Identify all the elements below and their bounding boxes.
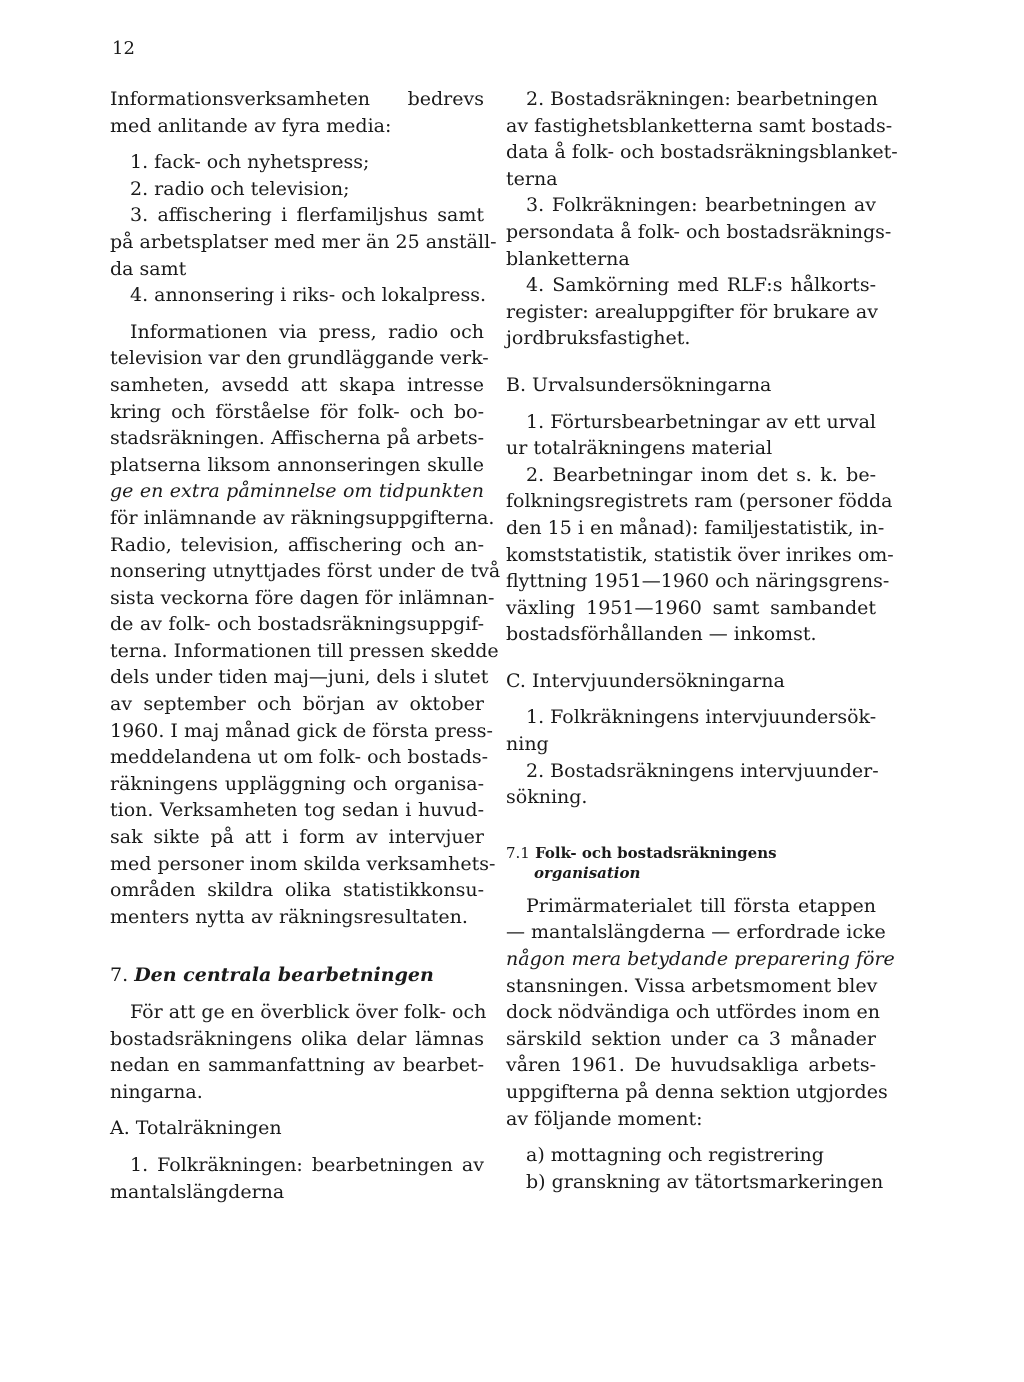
intro-line (110, 86, 484, 113)
b-item-1: 1. Förtursbearbetningar av ett urval (526, 410, 876, 433)
b-item-2-end: bostadsförhållanden — inkomst. (506, 623, 817, 646)
paragraph-organisation (506, 893, 895, 1132)
a-item-2: 2. Bostadsräkningen: bearbetningen (526, 88, 878, 110)
media-item-2: 2. radio och television; (130, 177, 350, 200)
b-item-2-cont: komststatistik, statistik över inrikes om- (506, 543, 894, 566)
subsection-number: 7.1 (506, 843, 530, 862)
section-number: 7. (110, 964, 129, 987)
paragraph-line: våren 1961. De huvudsakliga arbets- (506, 1054, 876, 1077)
paragraph-line: dock nödvändiga och utfördes inom en (506, 1001, 880, 1024)
paragraph-line: menters nytta av räkningsresultaten. (110, 905, 468, 928)
paragraph-line: ningarna. (110, 1080, 203, 1103)
subsection-title: Folk- och bostadsräkningens (535, 843, 777, 862)
paragraph-line: för inlämnande av räkningsuppgifterna. (110, 506, 495, 529)
c-item-2-end: sökning. (506, 786, 588, 809)
a-item-2-cont: data å folk- och bostadsräkningsblanket- (506, 141, 898, 164)
paragraph-line: För att ge en överblick över folk- och (130, 1001, 487, 1023)
paragraph-line: samheten, avsedd att skapa intresse (110, 373, 484, 396)
c-item-1: 1. Folkräkningens intervjuundersök- (526, 706, 877, 729)
media-item-4: 4. annonsering i riks- och lokalpress. (130, 284, 487, 307)
paragraph-line: tion. Verksamheten tog sedan i huvud- (110, 799, 484, 822)
a-item-1-cont: mantalslängderna (110, 1180, 285, 1203)
paragraph-line: räkningens uppläggning och organisa- (110, 772, 484, 795)
paragraph-line: sak sikte på att i form av intervjuer (110, 826, 484, 849)
paragraph-line: platserna liksom annonseringen skulle (110, 453, 484, 476)
intro-text-3: med anlitande av fyra media: (110, 114, 392, 137)
paragraph-line: nedan en sammanfattning av bearbet- (110, 1054, 484, 1077)
media-item-3: 3. affischering i flerfamiljshus samt (130, 204, 484, 227)
b-item-2-cont: folkningsregistrets ram (personer födda (506, 490, 893, 513)
media-item-3-end: da samt (110, 257, 187, 280)
paragraph-line: 1960. I maj månad gick de första press- (110, 719, 493, 742)
left-column (110, 86, 501, 1205)
paragraph-line: av följande moment: (506, 1107, 703, 1130)
media-item-3-cont: på arbetsplatser med mer än 25 anställ- (110, 230, 497, 253)
paragraph-line: bostadsräkningens olika delar lämnas (110, 1027, 484, 1050)
media-item-1: 1. fack- och nyhetspress; (130, 151, 370, 174)
paragraph-line: television var den grundläggande verk- (110, 347, 489, 370)
c-item-2: 2. Bostadsräkningens intervjuunder- (526, 759, 879, 782)
paragraph-line: Radio, television, affischering och an- (110, 533, 484, 556)
group-a-heading: A. Totalräkningen (110, 1117, 282, 1140)
right-column (506, 86, 898, 1195)
subsection-heading (506, 843, 876, 883)
paragraph-line: särskild sektion under ca 3 månader (506, 1027, 876, 1050)
section-title: Den centrala bearbetningen (134, 964, 434, 987)
paragraph-line: någon mera betydande preparering före (506, 948, 895, 971)
paragraph-line: stansningen. Vissa arbetsmoment blev (506, 974, 878, 997)
paragraph-line: terna. Informationen till pressen skedde (110, 639, 499, 662)
b-item-2-cont: flyttning 1951—1960 och näringsgrens- (506, 570, 890, 593)
b-item-1-end: ur totalräkningens material (506, 437, 773, 460)
a-item-1: 1. Folkräkningen: bearbetningen av (130, 1153, 484, 1176)
paragraph-line: kring och förståelse för folk- och bo- (110, 400, 484, 423)
paragraph-overview (110, 999, 487, 1105)
a-item-3-cont: persondata å folk- och bostadsräknings- (506, 220, 892, 243)
a-item-3-end: blanketterna (506, 247, 630, 270)
a-item-4: 4. Samkörning med RLF:s hålkorts- (526, 274, 876, 297)
page-number: 12 (112, 38, 135, 59)
paragraph-line: ge en extra påminnelse om tidpunkten (110, 480, 484, 503)
paragraph-line: dels under tiden maj—juni, dels i slutet (110, 666, 489, 689)
b-item-2-cont: växling 1951—1960 samt sambandet (506, 596, 876, 619)
paragraph-line: de av folk- och bostadsräkningsuppgif- (110, 613, 484, 636)
paragraph-line: av september och början av oktober (110, 693, 484, 716)
moment-b: b) granskning av tätortsmarkeringen (526, 1170, 884, 1193)
b-item-2-cont: den 15 i en månad): familjestatistik, in- (506, 516, 885, 539)
a-item-4-end: jordbruksfastighet. (506, 327, 691, 350)
section-heading (110, 962, 484, 989)
a-item-2-end: terna (506, 167, 558, 190)
c-item-1-end: ning (506, 733, 549, 756)
group-c-heading: C. Intervjuundersökningarna (506, 669, 785, 692)
paragraph-line: uppgifterna på denna sektion utgjordes (506, 1081, 888, 1103)
paragraph-line: Informationen via press, radio och (130, 320, 484, 343)
intro-text-1: Informationsverksamheten (110, 88, 371, 110)
group-b-heading: B. Urvalsundersökningarna (506, 373, 772, 396)
paragraph-line: sista veckorna före dagen för inlämnan- (110, 586, 495, 609)
paragraph-information (110, 319, 501, 931)
paragraph-line: nonsering utnyttjades först under de två (110, 560, 501, 583)
a-item-2-cont: av fastighetsblanketterna samt bostads- (506, 114, 893, 137)
b-item-2: 2. Bearbetningar inom det s. k. be- (526, 463, 876, 486)
paragraph-line: meddelandena ut om folk- och bostads- (110, 746, 489, 769)
subsection-title-2: organisation (534, 863, 641, 882)
paragraph-line: områden skildra olika statistikkonsu- (110, 879, 484, 902)
moment-a: a) mottagning och registrering (526, 1144, 824, 1167)
paragraph-line: med personer inom skilda verksamhets- (110, 852, 496, 875)
paragraph-line: stadsräkningen. Affischerna på arbets- (110, 427, 484, 450)
intro-text-2: bedrevs (407, 88, 484, 110)
paragraph-line: — mantalslängderna — erfordrade icke (506, 921, 886, 944)
paragraph-line: Primärmaterialet till första etappen (526, 894, 876, 917)
a-item-3: 3. Folkräkningen: bearbetningen av (526, 194, 876, 217)
a-item-4-cont: register: arealuppgifter för brukare av (506, 300, 878, 323)
